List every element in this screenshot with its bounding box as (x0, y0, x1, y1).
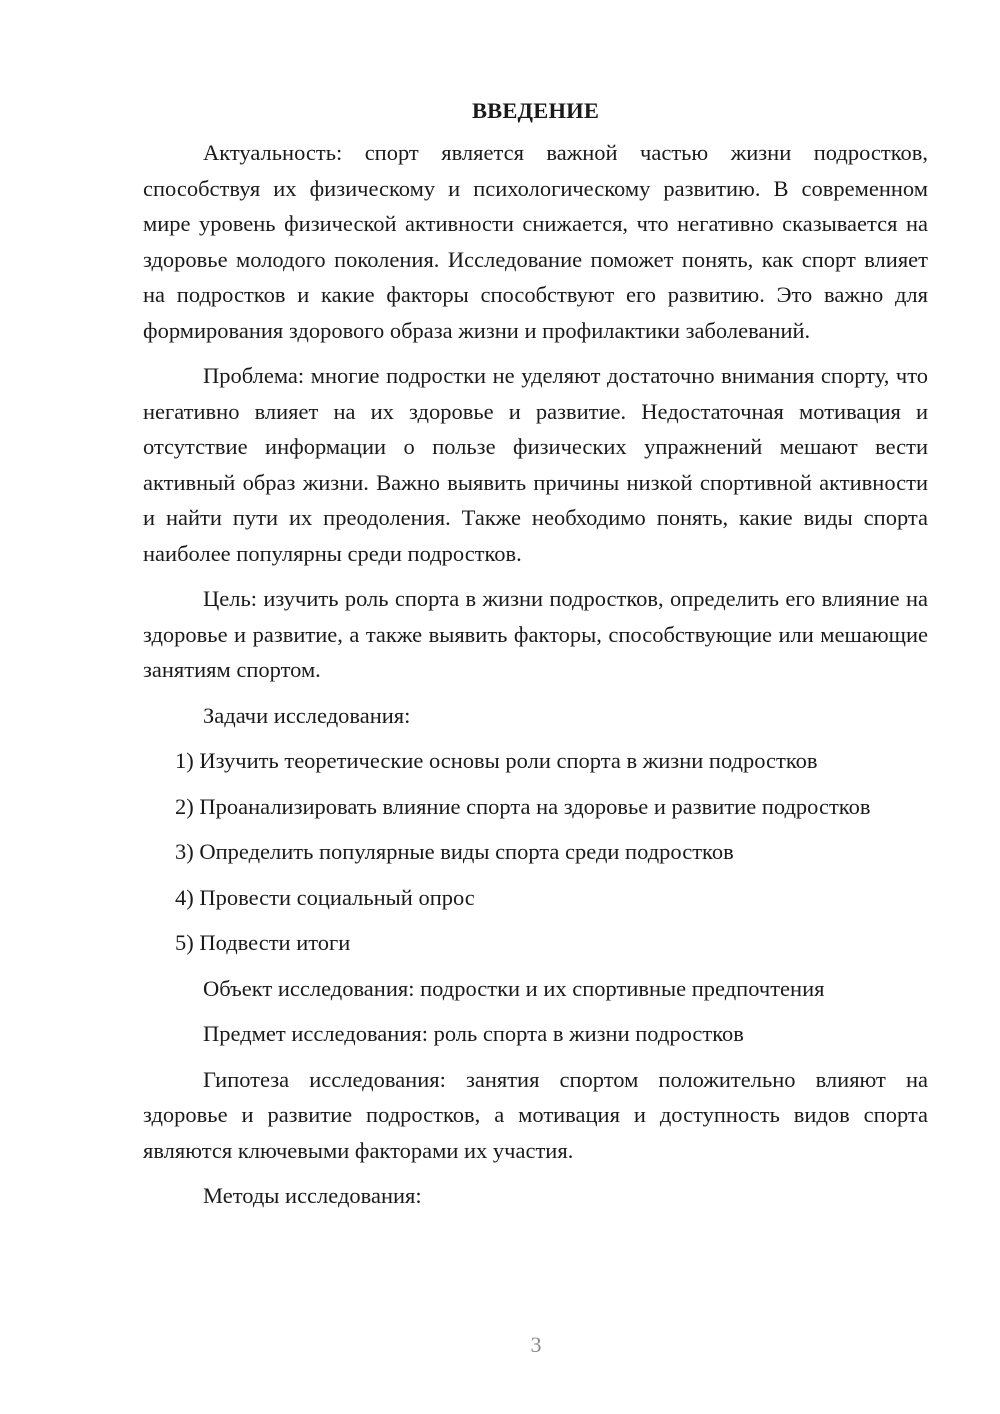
page-number: 3 (530, 1332, 542, 1357)
task-item: 4) Провести социальный опрос (175, 884, 475, 910)
document-page (143, 96, 928, 1224)
page-title: ВВЕДЕНИЕ (471, 98, 600, 123)
task-item: 3) Определить популярные виды спорта среди подростков (175, 839, 734, 864)
methods-heading: Методы исследования: (203, 1183, 422, 1208)
relevance-paragraph: Актуальность: спорт является важной частью жизни подростков, способствуя их физическому и психологическому развитию. В современном мире уровень физической активности снижается, что негативно сказывается на здоровье молодого поколения. Исследование поможет понять, как спорт влияет на подростков и какие факторы способствуют его развитию. Это важно для формирования здорового образа жизни и профилактики заболеваний. (143, 140, 928, 343)
task-item: 1) Изучить теоретические основы роли спорта в жизни подростков (175, 748, 818, 773)
hypothesis-paragraph: Гипотеза исследования: занятия спортом положительно влияют на здоровье и развитие подростков, а мотивация и доступность видов спорта являются ключевыми факторами их участия. (143, 1066, 928, 1163)
research-object: Объект исследования: подростки и их спортивные предпочтения (203, 975, 825, 1001)
tasks-heading: Задачи исследования: (203, 702, 411, 728)
problem-paragraph: Проблема: многие подростки не уделяют достаточно внимания спорту, что негативно влияет на их здоровье и развитие. Недостаточная мотивация и отсутствие информации о пользе физических упражнений мешают вести активный образ жизни. Важно выявить причины низкой спортивной активности и найти пути их преодоления. Также необходимо понять, какие виды спорта наиболее популярны среди подростков. (143, 363, 928, 566)
research-subject: Предмет исследования: роль спорта в жизни подростков (203, 1021, 744, 1046)
task-item: 2) Проанализировать влияние спорта на здоровье и развитие подростков (175, 793, 871, 819)
goal-paragraph: Цель: изучить роль спорта в жизни подростков, определить его влияние на здоровье и развитие, а также выявить факторы, способствующие или мешающие занятиям спортом. (143, 586, 928, 682)
task-item: 5) Подвести итоги (175, 930, 351, 955)
